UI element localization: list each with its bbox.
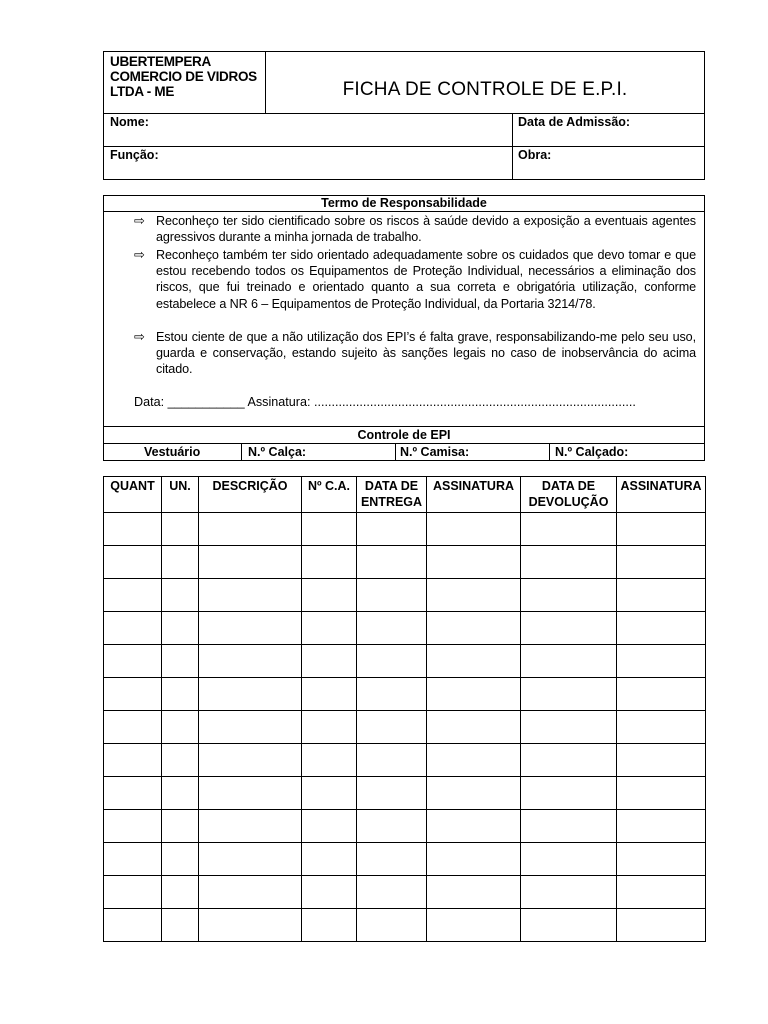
column-header-assinatura: ASSINATURA bbox=[427, 477, 521, 513]
divider bbox=[104, 146, 704, 147]
table-cell[interactable] bbox=[162, 546, 199, 579]
table-cell[interactable] bbox=[521, 612, 617, 645]
table-cell[interactable] bbox=[521, 645, 617, 678]
table-cell[interactable] bbox=[521, 909, 617, 942]
date-signature-line: Data: ___________ Assinatura: ............................................................................................ bbox=[134, 395, 636, 409]
table-row bbox=[104, 909, 706, 942]
calcado-label: N.º Calçado: bbox=[555, 445, 629, 459]
table-cell[interactable] bbox=[199, 612, 302, 645]
table-cell[interactable] bbox=[302, 810, 357, 843]
epi-delivery-table bbox=[103, 476, 706, 942]
divider bbox=[395, 443, 396, 461]
table-cell[interactable] bbox=[427, 843, 521, 876]
table-row bbox=[104, 513, 706, 546]
table-row bbox=[104, 843, 706, 876]
table-cell[interactable] bbox=[521, 744, 617, 777]
table-cell[interactable] bbox=[617, 678, 706, 711]
funcao-label: Função: bbox=[110, 148, 159, 162]
table-cell[interactable] bbox=[357, 612, 427, 645]
arrow-icon: ⇨ bbox=[134, 329, 145, 344]
table-cell[interactable] bbox=[162, 909, 199, 942]
table-cell[interactable] bbox=[302, 513, 357, 546]
divider bbox=[104, 113, 704, 114]
table-cell[interactable] bbox=[162, 744, 199, 777]
company-line: COMERCIO DE VIDROS bbox=[110, 69, 257, 84]
table-cell[interactable] bbox=[521, 810, 617, 843]
table-cell[interactable] bbox=[357, 678, 427, 711]
column-header-assinatura-devolucao: ASSINATURA bbox=[617, 477, 706, 513]
divider bbox=[549, 443, 550, 461]
table-cell[interactable] bbox=[199, 546, 302, 579]
table-cell[interactable] bbox=[104, 678, 162, 711]
table-cell[interactable] bbox=[302, 711, 357, 744]
table-cell[interactable] bbox=[199, 909, 302, 942]
table-cell[interactable] bbox=[199, 645, 302, 678]
table-cell[interactable] bbox=[357, 843, 427, 876]
table-cell[interactable] bbox=[302, 612, 357, 645]
table-cell[interactable] bbox=[104, 777, 162, 810]
table-cell[interactable] bbox=[302, 876, 357, 909]
table-cell[interactable] bbox=[104, 744, 162, 777]
table-cell[interactable] bbox=[617, 909, 706, 942]
responsibility-item: Estou ciente de que a não utilização dos EPI’s é falta grave, responsabilizando-me pelo seu uso, guarda e conservação, estando sujeito às sanções legais no caso de inobservância do acima citado. bbox=[156, 330, 696, 377]
table-cell[interactable] bbox=[427, 711, 521, 744]
divider bbox=[241, 443, 242, 461]
table-cell[interactable] bbox=[617, 810, 706, 843]
table-cell[interactable] bbox=[302, 645, 357, 678]
camisa-label: N.º Camisa: bbox=[400, 445, 470, 459]
table-cell[interactable] bbox=[199, 744, 302, 777]
table-cell[interactable] bbox=[427, 810, 521, 843]
table-cell[interactable] bbox=[617, 513, 706, 546]
data-admissao-label: Data de Admissão: bbox=[518, 115, 631, 129]
table-cell[interactable] bbox=[104, 546, 162, 579]
table-row bbox=[104, 876, 706, 909]
table-cell[interactable] bbox=[162, 645, 199, 678]
column-header-descricao: DESCRIÇÃO bbox=[199, 477, 302, 513]
table-cell[interactable] bbox=[302, 579, 357, 612]
table-cell[interactable] bbox=[199, 777, 302, 810]
table-cell[interactable] bbox=[302, 843, 357, 876]
table-cell[interactable] bbox=[427, 744, 521, 777]
responsibility-title: Termo de Responsabilidade bbox=[321, 196, 487, 210]
header-block bbox=[103, 51, 705, 180]
table-row bbox=[104, 612, 706, 645]
table-row bbox=[104, 777, 706, 810]
table-cell[interactable] bbox=[617, 579, 706, 612]
table-header-row bbox=[104, 477, 706, 513]
table-cell[interactable] bbox=[357, 876, 427, 909]
table-cell[interactable] bbox=[104, 513, 162, 546]
table-cell[interactable] bbox=[617, 843, 706, 876]
table-cell[interactable] bbox=[162, 876, 199, 909]
column-header-un: UN. bbox=[162, 477, 199, 513]
table-cell[interactable] bbox=[357, 579, 427, 612]
column-header-ca: Nº C.A. bbox=[302, 477, 357, 513]
table-cell[interactable] bbox=[617, 744, 706, 777]
divider bbox=[104, 426, 704, 427]
table-cell[interactable] bbox=[302, 546, 357, 579]
table-cell[interactable] bbox=[427, 546, 521, 579]
table-cell[interactable] bbox=[427, 876, 521, 909]
table-cell[interactable] bbox=[104, 810, 162, 843]
table-cell[interactable] bbox=[521, 513, 617, 546]
table-cell[interactable] bbox=[357, 513, 427, 546]
table-cell[interactable] bbox=[199, 711, 302, 744]
table-cell[interactable] bbox=[617, 645, 706, 678]
table-cell[interactable] bbox=[199, 810, 302, 843]
table-cell[interactable] bbox=[521, 777, 617, 810]
company-line: LTDA - ME bbox=[110, 84, 175, 99]
table-cell[interactable] bbox=[199, 678, 302, 711]
document-title: FICHA DE CONTROLE DE E.P.I. bbox=[342, 79, 628, 100]
table-cell[interactable] bbox=[104, 579, 162, 612]
table-cell[interactable] bbox=[617, 711, 706, 744]
epi-control-title: Controle de EPI bbox=[357, 428, 451, 442]
table-cell[interactable] bbox=[427, 513, 521, 546]
table-cell[interactable] bbox=[357, 777, 427, 810]
vestuario-label: Vestuário bbox=[144, 445, 201, 459]
table-cell[interactable] bbox=[302, 909, 357, 942]
table-cell[interactable] bbox=[162, 612, 199, 645]
table-cell[interactable] bbox=[162, 678, 199, 711]
table-row bbox=[104, 579, 706, 612]
table-cell[interactable] bbox=[162, 513, 199, 546]
table-row bbox=[104, 810, 706, 843]
table-cell[interactable] bbox=[427, 579, 521, 612]
table-cell[interactable] bbox=[357, 546, 427, 579]
table-row bbox=[104, 678, 706, 711]
table-cell[interactable] bbox=[104, 711, 162, 744]
table-cell[interactable] bbox=[357, 810, 427, 843]
divider bbox=[104, 443, 704, 444]
company-line: UBERTEMPERA bbox=[110, 54, 211, 69]
table-cell[interactable] bbox=[357, 711, 427, 744]
divider bbox=[104, 211, 704, 212]
arrow-icon: ⇨ bbox=[134, 247, 145, 262]
table-row bbox=[104, 711, 706, 744]
responsibility-item: Reconheço também ter sido orientado adequadamente sobre os cuidados que devo tomar e que estou recebendo todos os Equipamentos de Proteção Individual, necessários a eliminação dos riscos, que fui treinado e orientado quanto a sua correta e obrigatória utilização, conforme estabelece a NR 6 – Equipamentos de Proteção Individual, da Portaria 3214/78. bbox=[156, 248, 696, 311]
table-cell[interactable] bbox=[521, 711, 617, 744]
table-cell[interactable] bbox=[427, 612, 521, 645]
table-cell[interactable] bbox=[199, 579, 302, 612]
table-cell[interactable] bbox=[521, 843, 617, 876]
table-cell[interactable] bbox=[302, 678, 357, 711]
calca-label: N.º Calça: bbox=[248, 445, 307, 459]
table-cell[interactable] bbox=[199, 513, 302, 546]
table-cell[interactable] bbox=[104, 909, 162, 942]
table-cell[interactable] bbox=[617, 546, 706, 579]
table-cell[interactable] bbox=[617, 777, 706, 810]
table-cell[interactable] bbox=[357, 744, 427, 777]
column-header-data-entrega: DATA DE ENTREGA bbox=[357, 477, 427, 513]
company-name bbox=[110, 54, 262, 99]
table-row bbox=[104, 546, 706, 579]
nome-label: Nome: bbox=[110, 115, 149, 129]
table-cell[interactable] bbox=[302, 744, 357, 777]
table-cell[interactable] bbox=[104, 843, 162, 876]
table-body bbox=[104, 513, 706, 942]
table-cell[interactable] bbox=[162, 711, 199, 744]
table-cell[interactable] bbox=[162, 777, 199, 810]
table-row bbox=[104, 744, 706, 777]
divider bbox=[512, 113, 513, 180]
table-cell[interactable] bbox=[104, 645, 162, 678]
table-cell[interactable] bbox=[617, 612, 706, 645]
table-cell[interactable] bbox=[617, 876, 706, 909]
column-header-data-devolucao: DATA DE DEVOLUÇÃO bbox=[521, 477, 617, 513]
responsibility-block bbox=[103, 195, 705, 461]
table-cell[interactable] bbox=[162, 843, 199, 876]
table-cell[interactable] bbox=[427, 909, 521, 942]
table-cell[interactable] bbox=[427, 645, 521, 678]
table-cell[interactable] bbox=[521, 678, 617, 711]
responsibility-item: Reconheço ter sido cientificado sobre os riscos à saúde devido a exposição a eventuais agentes agressivos durante a minha jornada de trabalho. bbox=[156, 214, 696, 245]
table-cell[interactable] bbox=[162, 579, 199, 612]
arrow-icon: ⇨ bbox=[134, 213, 145, 228]
table-cell[interactable] bbox=[104, 612, 162, 645]
column-header-quant: QUANT bbox=[104, 477, 162, 513]
table-cell[interactable] bbox=[357, 909, 427, 942]
table-cell[interactable] bbox=[104, 876, 162, 909]
table-row bbox=[104, 645, 706, 678]
table-cell[interactable] bbox=[199, 876, 302, 909]
table-cell[interactable] bbox=[302, 777, 357, 810]
table-cell[interactable] bbox=[521, 546, 617, 579]
table-cell[interactable] bbox=[521, 876, 617, 909]
table-cell[interactable] bbox=[427, 678, 521, 711]
table-cell[interactable] bbox=[199, 843, 302, 876]
table-cell[interactable] bbox=[357, 645, 427, 678]
table-cell[interactable] bbox=[162, 810, 199, 843]
obra-label: Obra: bbox=[518, 148, 552, 162]
table-cell[interactable] bbox=[427, 777, 521, 810]
table-cell[interactable] bbox=[521, 579, 617, 612]
